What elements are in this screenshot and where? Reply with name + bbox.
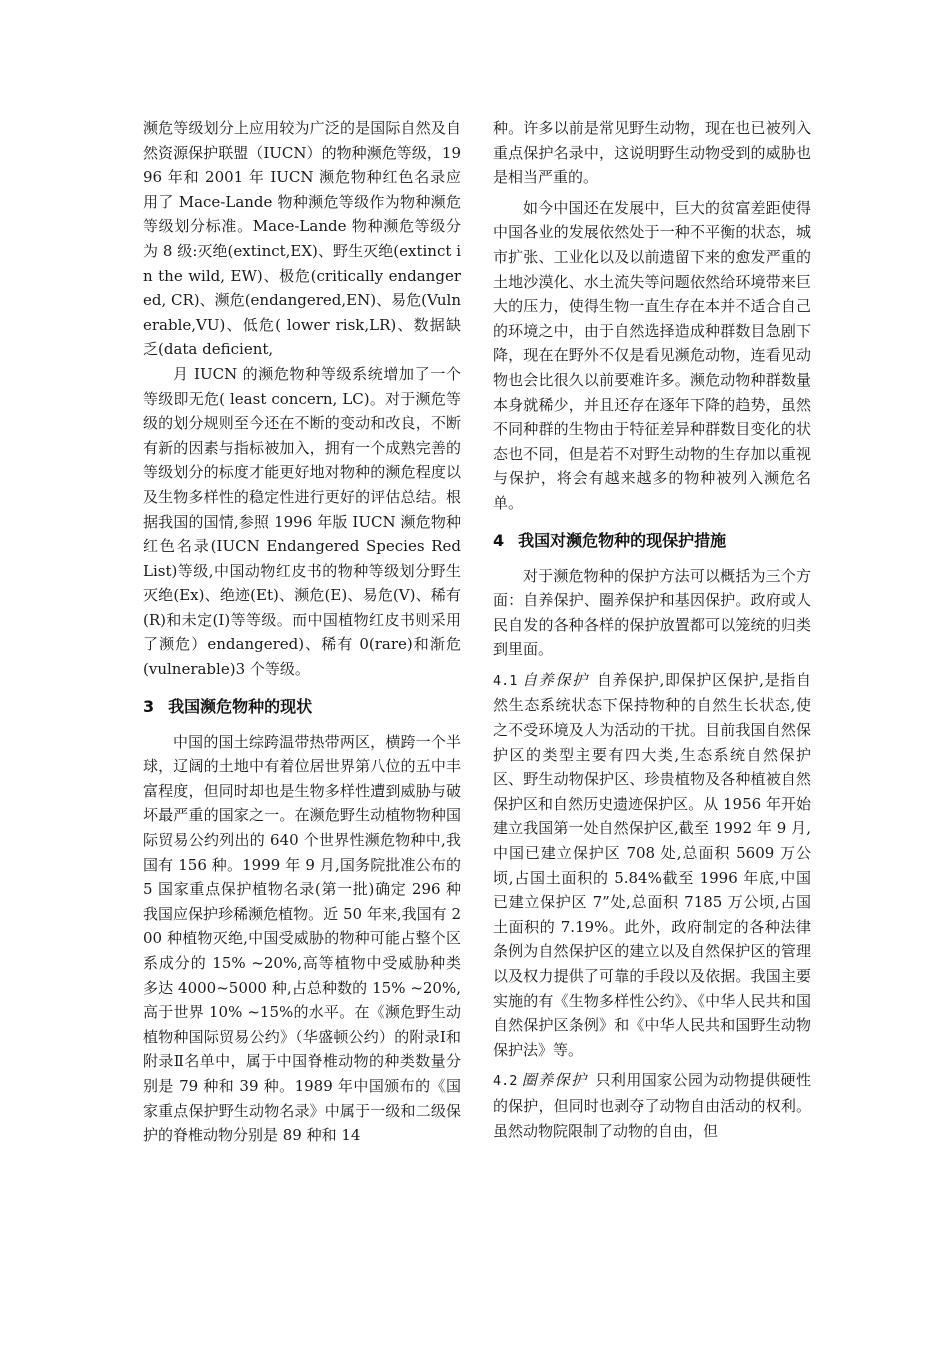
right-column: [493, 116, 811, 1143]
subsection-4-1-number: 4.1: [493, 672, 518, 689]
section-3-number: 3: [143, 696, 155, 716]
left-column: [143, 116, 461, 1148]
paragraph-development: 如今中国还在发展中，巨大的贫富差距使得中国各业的发展依然处于一种不平衡的状态，城市扩张、工业化以及以前遗留下来的愈发严重的土地沙漠化、水土流失等问题依然给环境带来巨大的压力，使得生物一直生存在本并不适合自己的环境之中，由于自然选择造成种群数目急剧下降，现在在野外不仅是看见濒危动物，连看见动物也会比很久以前要难许多。濒危动物种群数量本身就稀少，并且还存在逐年下降的趋势，虽然不同种群的生物由于特征差异种群数目变化的状态也不同，但是若不对野生动物的生存加以重视与保护，将会有越来越多的物种被列入濒危名单。: [493, 198, 811, 512]
section-3-heading: [143, 694, 461, 720]
paragraph-iucn-changes: 月 IUCN 的濒危物种等级系统增加了一个等级即无危( least concern, LC)。对于濒危等级的划分规则至今还在不断的变动和改良，不断有新的因素与指标被加入，拥有一个成熟完善的等级划分的标度才能更好地对物种的濒危程度以及生物多样性的稳定性进行更好的评估总结。根据我国的国情,参照 1996 年版 IUCN 濒危物种红色名录(IUCN Endangered Species Red List)等级,中国动物红皮书的物种等级划分野生灭绝(Ex)、绝迹(Et)、濒危(E)、易危(V)、稀有(R)和未定(I)等等级。而中国植物红皮书则采用了濒危）endangered)、稀有 0(rare)和渐危(vulnerable)3 个等级。: [143, 364, 461, 679]
subsection-4-1-label: 自养保护: [521, 670, 589, 689]
subsection-4-2: [493, 1068, 811, 1143]
subsection-4-2-number: 4.2: [493, 1073, 518, 1090]
section-3-title: 我国濒危物种的现状: [168, 696, 313, 716]
subsection-4-1: [493, 668, 811, 1063]
section-4-number: 4: [493, 530, 505, 550]
paragraph-continued: 种。许多以前是常见野生动物，现在也已被列入重点保护名录中，这说明野生动物受到的威胁也是相当严重的。: [493, 119, 811, 187]
section-4-heading: [493, 528, 811, 554]
paragraph-iucn-levels: 濒危等级划分上应用较为广泛的是国际自然及自然资源保护联盟（IUCN）的物种濒危等级，1996 年和 2001 年 IUCN 濒危物种红色名录应用了 Mace-Lande 物种濒危等级作为物种濒危等级划分标准。Mace-Lande 物种濒危等级分为 8 级:灭绝(extinct,EX)、野生灭绝(extinct in the wild, EW)、极危(critically endangered, CR)、濒危(endangered,EN)、易危(Vulnerable,VU)、低危( lower risk,LR)、数据缺乏(data deficient,: [143, 119, 461, 359]
subsection-4-2-label: 圈养保护: [521, 1071, 588, 1090]
subsection-4-2-text: 只利用国家公园为动物提供硬性的保护，但同时也剥夺了动物自由活动的权利。虽然动物院限制了动物的自由，但: [493, 1071, 811, 1140]
paragraph-status: 中国的国土综跨温带热带两区，横跨一个半球，辽阔的土地中有着位居世界第八位的五中丰富程度，但同时却也是生物多样性遭到威胁与破坏最严重的国家之一。在濒危野生动植物物种国际贸易公约列出的 640 个世界性濒危物种中,我国有 156 种。1999 年 9 月,国务院批准公布的 5 国家重点保护植物名录(第一批)确定 296 种我国应保护珍稀濒危植物。近 50 年来,我国有 200 种植物灭绝,中国受威胁的物种可能占整个区系成分的 15% ~20%,高等植物中受威胁种类多达 4000~5000 种,占总种数的 15% ~20%,高于世界 10% ~15%的水平。在《濒危野生动植物种国际贸易公约》（华盛顿公约）的附录Ⅰ和附录Ⅱ名单中，属于中国脊椎动物的种类数量分别是 79 种和 39 种。1989 年中国颁布的《国家重点保护野生动物名录》中属于一级和二级保护的脊椎动物分别是 89 种和 14: [143, 732, 461, 1145]
paragraph-methods: 对于濒危物种的保护方法可以概括为三个方面：自养保护、圈养保护和基因保护。政府或人民自发的各种各样的保护放置都可以笼统的归类到里面。: [493, 566, 811, 659]
section-4-title: 我国对濒危物种的现保护措施: [518, 530, 727, 550]
subsection-4-1-text: 自养保护,即保护区保护,是指自然生态系统状态下保持物种的自然生长状态,使之不受环境及人为活动的干扰。目前我国自然保护区的类型主要有四大类,生态系统自然保护区、野生动物保护区、珍贵植物及各种植被自然保护区和自然历史遗迹保护区。从 1956 年开始建立我国第一处自然保护区,截至 1992 年 9 月,中国已建立保护区 708 处,总面积 5609 万公顷,占国土面积的 5.84%截至 1996 年底,中国已建立保护区 7”处,总面积 7185 万公顷,占国土面积的 7.19%。此外，政府制定的各种法律条例为自然保护区的建立以及自然保护区的管理以及权力提供了可靠的手段以及依据。我国主要实施的有《生物多样性公约》、《中华人民共和国自然保护区条例》和《中华人民共和国野生动物保护法》等。: [493, 670, 811, 1059]
